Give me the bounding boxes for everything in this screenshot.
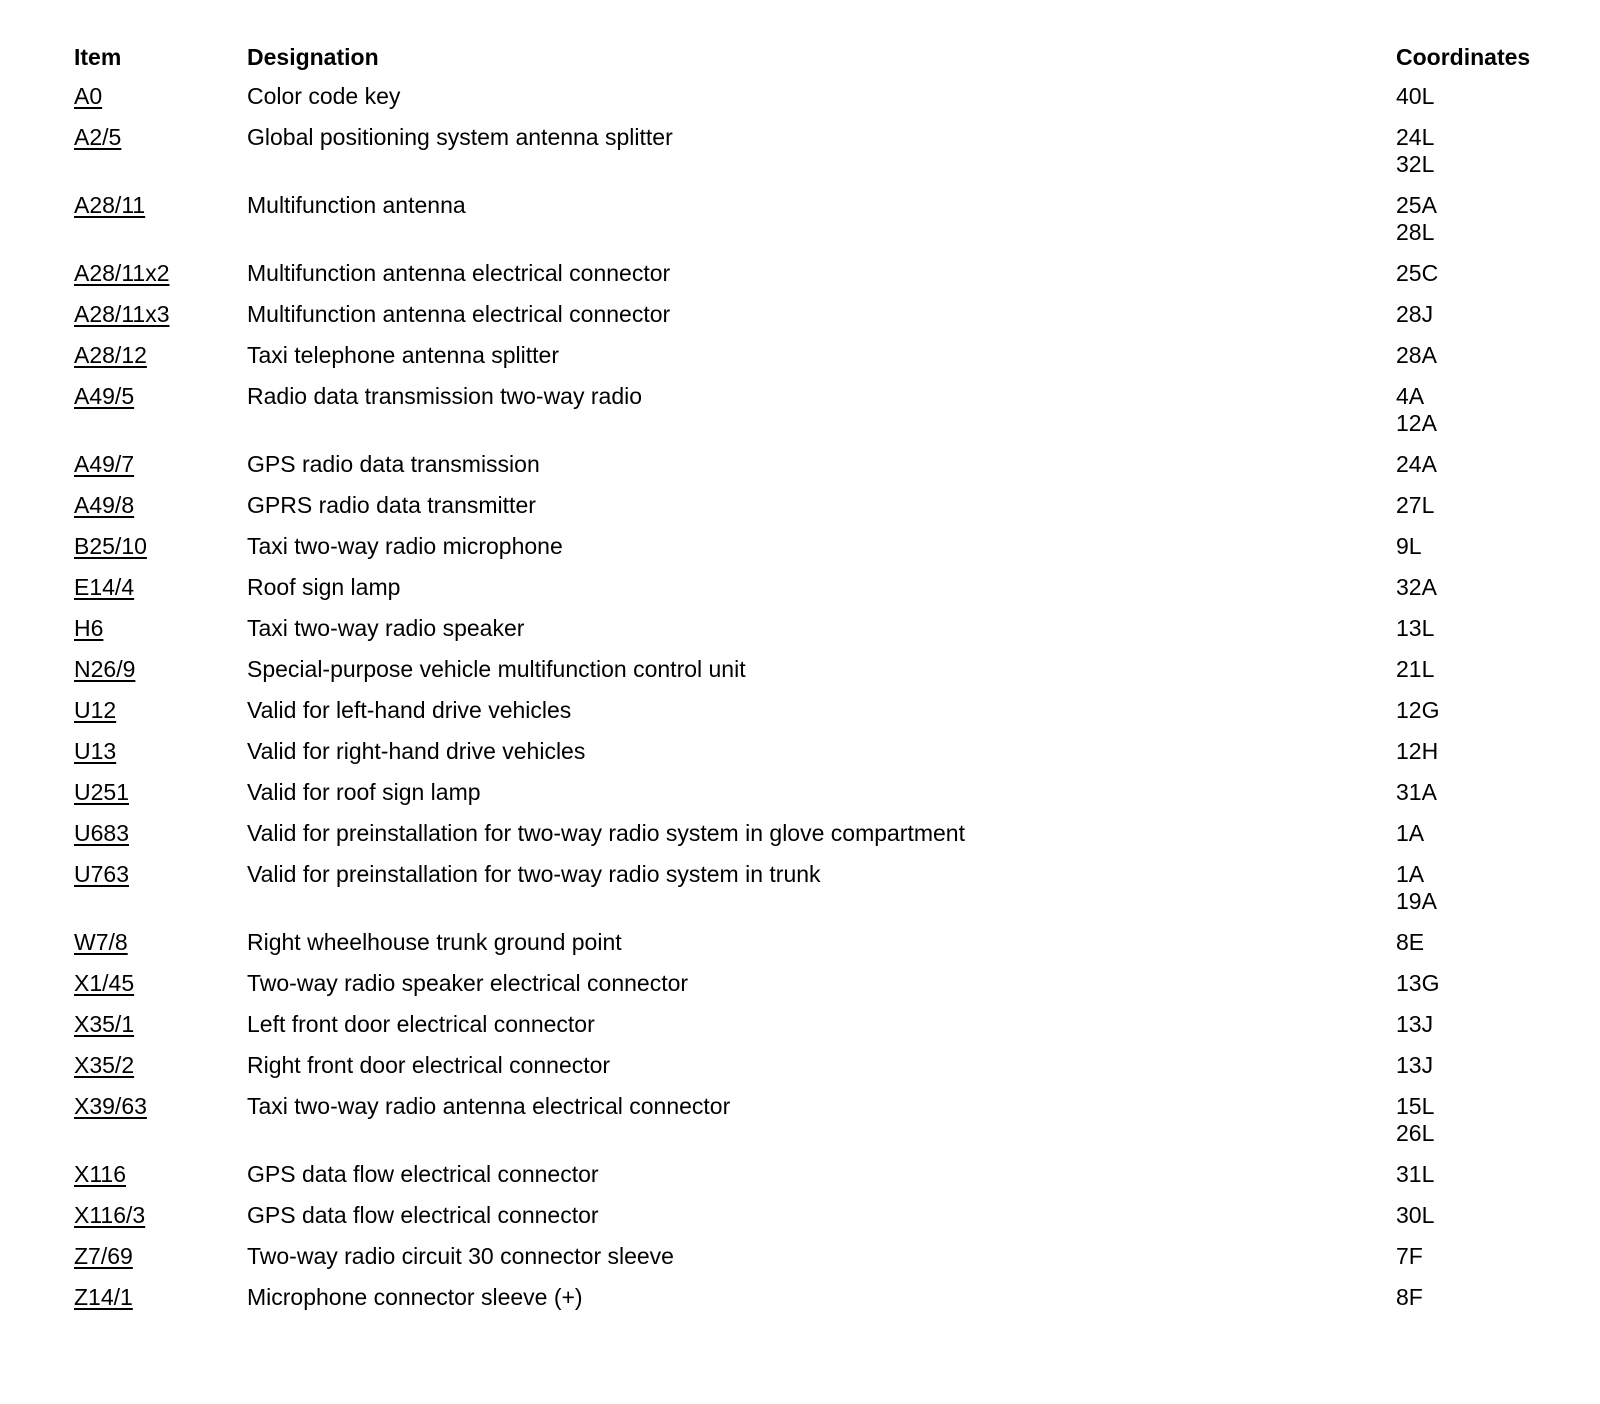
coordinates-cell: [1396, 1202, 1574, 1243]
item-cell: [74, 83, 247, 124]
table-row: [74, 697, 1574, 738]
coordinate-value: 32A: [1396, 574, 1437, 600]
table-row: [74, 861, 1574, 929]
coordinates-cell: [1396, 656, 1574, 697]
item-link[interactable]: U763: [74, 861, 129, 887]
item-cell: [74, 260, 247, 301]
item-cell: [74, 697, 247, 738]
designation-cell: Microphone connector sleeve (+): [247, 1284, 583, 1310]
coordinates-cell: [1396, 451, 1574, 492]
table-row: [74, 574, 1574, 615]
coordinates-cell: [1396, 929, 1574, 970]
table-row: [74, 301, 1574, 342]
designation-cell: Valid for roof sign lamp: [247, 779, 481, 805]
item-link[interactable]: Z7/69: [74, 1243, 133, 1269]
coordinate-value: 8E: [1396, 929, 1425, 955]
coordinate-value: 19A: [1396, 888, 1437, 914]
item-link[interactable]: A49/7: [74, 451, 135, 477]
coordinates-cell: [1396, 492, 1574, 533]
designation-cell: Taxi two-way radio antenna electrical connector: [247, 1093, 731, 1119]
header-item: Item: [74, 44, 122, 70]
header-coordinates: Coordinates: [1396, 44, 1531, 70]
coordinate-value: 32L: [1396, 151, 1435, 177]
coordinates-cell: [1396, 1284, 1574, 1325]
coordinates-cell: [1396, 697, 1574, 738]
coordinates-cell: [1396, 301, 1574, 342]
table-row: [74, 1011, 1574, 1052]
header-designation: Designation: [247, 44, 379, 70]
designation-cell: Taxi telephone antenna splitter: [247, 342, 559, 368]
coordinate-value: 28A: [1396, 342, 1437, 368]
table-row: [74, 124, 1574, 192]
table-row: [74, 929, 1574, 970]
table-row: [74, 820, 1574, 861]
coordinate-value: 8F: [1396, 1284, 1423, 1310]
table-row: [74, 342, 1574, 383]
coordinate-value: 30L: [1396, 1202, 1435, 1228]
coordinate-value: 9L: [1396, 533, 1422, 559]
designation-cell: Valid for left-hand drive vehicles: [247, 697, 572, 723]
item-cell: [74, 970, 247, 1011]
designation-cell: Taxi two-way radio speaker: [247, 615, 525, 641]
item-cell: [74, 1093, 247, 1161]
coordinate-value: 24A: [1396, 451, 1437, 477]
coordinate-value: 25C: [1396, 260, 1439, 286]
item-cell: [74, 301, 247, 342]
table-row: [74, 383, 1574, 451]
designation-cell: GPS data flow electrical connector: [247, 1202, 599, 1228]
designation-cell: Multifunction antenna electrical connector: [247, 301, 671, 327]
table-row: [74, 533, 1574, 574]
coordinate-value: 12H: [1396, 738, 1439, 764]
item-cell: [74, 1243, 247, 1284]
table-row: [74, 615, 1574, 656]
table-row: [74, 1052, 1574, 1093]
designation-cell: Right front door electrical connector: [247, 1052, 611, 1078]
coordinate-value: 4A: [1396, 383, 1425, 409]
coordinates-cell: [1396, 615, 1574, 656]
coordinates-cell: [1396, 1052, 1574, 1093]
item-cell: [74, 1284, 247, 1325]
coordinate-value: 7F: [1396, 1243, 1423, 1269]
designation-cell: Two-way radio speaker electrical connector: [247, 970, 689, 996]
item-link[interactable]: U12: [74, 697, 117, 723]
item-cell: [74, 929, 247, 970]
coordinates-cell: [1396, 383, 1574, 451]
coordinate-value: 31L: [1396, 1161, 1435, 1187]
coordinates-cell: [1396, 1093, 1574, 1161]
designation-cell: GPS radio data transmission: [247, 451, 540, 477]
designation-cell: GPRS radio data transmitter: [247, 492, 536, 518]
item-cell: [74, 342, 247, 383]
item-cell: [74, 1161, 247, 1202]
item-link[interactable]: Z14/1: [74, 1284, 133, 1310]
item-cell: [74, 192, 247, 260]
coordinates-cell: [1396, 342, 1574, 383]
item-link[interactable]: U13: [74, 738, 117, 764]
table-row: [74, 1243, 1574, 1284]
coordinate-value: 13G: [1396, 970, 1440, 996]
item-cell: [74, 1052, 247, 1093]
coordinates-cell: [1396, 970, 1574, 1011]
coordinates-cell: [1396, 1161, 1574, 1202]
coordinate-value: 28J: [1396, 301, 1434, 327]
item-link[interactable]: H6: [74, 615, 104, 641]
coordinates-cell: [1396, 192, 1574, 260]
item-link[interactable]: A2/5: [74, 124, 122, 150]
item-link[interactable]: X35/1: [74, 1011, 135, 1037]
table-row: [74, 738, 1574, 779]
item-link[interactable]: N26/9: [74, 656, 136, 682]
designation-cell: Valid for preinstallation for two-way radio system in glove compartment: [247, 820, 965, 846]
designation-cell: Roof sign lamp: [247, 574, 401, 600]
item-cell: [74, 451, 247, 492]
item-cell: [74, 861, 247, 929]
coordinates-cell: [1396, 83, 1574, 124]
coordinate-value: 40L: [1396, 83, 1435, 109]
table-row: [74, 656, 1574, 697]
coordinate-value: 1A: [1396, 820, 1425, 846]
coordinates-cell: [1396, 1243, 1574, 1284]
designation-cell: Global positioning system antenna splitter: [247, 124, 673, 150]
item-link[interactable]: A49/8: [74, 492, 135, 518]
designation-cell: Color code key: [247, 83, 401, 109]
item-link[interactable]: X39/63: [74, 1093, 147, 1119]
coordinate-value: 21L: [1396, 656, 1435, 682]
designation-cell: GPS data flow electrical connector: [247, 1161, 599, 1187]
table-row: [74, 1093, 1574, 1161]
designation-cell: Right wheelhouse trunk ground point: [247, 929, 622, 955]
item-cell: [74, 383, 247, 451]
coordinates-cell: [1396, 1011, 1574, 1052]
coordinates-cell: [1396, 779, 1574, 820]
item-cell: [74, 574, 247, 615]
item-link[interactable]: A28/12: [74, 342, 147, 368]
item-cell: [74, 124, 247, 192]
item-link[interactable]: X116/3: [74, 1202, 146, 1228]
coordinates-cell: [1396, 533, 1574, 574]
coordinate-value: 12A: [1396, 410, 1437, 436]
coordinate-value: 25A: [1396, 192, 1437, 218]
component-legend-table: [74, 44, 1574, 1325]
designation-cell: Valid for right-hand drive vehicles: [247, 738, 586, 764]
table-row: [74, 1161, 1574, 1202]
item-link[interactable]: U251: [74, 779, 129, 805]
table-row: [74, 779, 1574, 820]
coordinate-value: 28L: [1396, 219, 1435, 245]
item-link[interactable]: W7/8: [74, 929, 128, 955]
item-cell: [74, 492, 247, 533]
table-row: [74, 83, 1574, 124]
coordinate-value: 24L: [1396, 124, 1435, 150]
table-row: [74, 492, 1574, 533]
coordinate-value: 13L: [1396, 615, 1435, 641]
item-cell: [74, 779, 247, 820]
item-link[interactable]: A28/11: [74, 192, 146, 218]
designation-cell: Two-way radio circuit 30 connector sleeve: [247, 1243, 674, 1269]
item-cell: [74, 1011, 247, 1052]
item-link[interactable]: E14/4: [74, 574, 135, 600]
item-cell: [74, 615, 247, 656]
item-link[interactable]: A49/5: [74, 383, 135, 409]
coordinates-cell: [1396, 124, 1574, 192]
coordinate-value: 26L: [1396, 1120, 1435, 1146]
designation-cell: Multifunction antenna: [247, 192, 466, 218]
table-row: [74, 451, 1574, 492]
coordinate-value: 15L: [1396, 1093, 1435, 1119]
item-cell: [74, 533, 247, 574]
item-cell: [74, 1202, 247, 1243]
table-row: [74, 970, 1574, 1011]
table-row: [74, 1202, 1574, 1243]
coordinates-cell: [1396, 260, 1574, 301]
legend-body: [74, 83, 1574, 1325]
designation-cell: Multifunction antenna electrical connector: [247, 260, 671, 286]
item-link[interactable]: X1/45: [74, 970, 135, 996]
item-link[interactable]: U683: [74, 820, 129, 846]
coordinates-cell: [1396, 861, 1574, 929]
item-link[interactable]: B25/10: [74, 533, 147, 559]
designation-cell: Valid for preinstallation for two-way radio system in trunk: [247, 861, 821, 887]
coordinate-value: 27L: [1396, 492, 1435, 518]
coordinates-cell: [1396, 574, 1574, 615]
coordinates-cell: [1396, 738, 1574, 779]
item-cell: [74, 820, 247, 861]
coordinate-value: 12G: [1396, 697, 1440, 723]
designation-cell: Special-purpose vehicle multifunction control unit: [247, 656, 746, 682]
coordinates-cell: [1396, 820, 1574, 861]
item-cell: [74, 656, 247, 697]
designation-cell: Left front door electrical connector: [247, 1011, 595, 1037]
item-link[interactable]: X35/2: [74, 1052, 135, 1078]
designation-cell: Taxi two-way radio microphone: [247, 533, 563, 559]
coordinate-value: 1A: [1396, 861, 1425, 887]
coordinate-value: 13J: [1396, 1011, 1434, 1037]
item-link[interactable]: A28/11x3: [74, 301, 170, 327]
item-link[interactable]: A28/11x2: [74, 260, 170, 286]
table-row: [74, 260, 1574, 301]
item-link[interactable]: A0: [74, 83, 103, 109]
item-cell: [74, 738, 247, 779]
coordinate-value: 13J: [1396, 1052, 1434, 1078]
table-row: [74, 192, 1574, 260]
header-row: [74, 44, 1574, 83]
designation-cell: Radio data transmission two-way radio: [247, 383, 643, 409]
coordinate-value: 31A: [1396, 779, 1437, 805]
item-link[interactable]: X116: [74, 1161, 127, 1187]
table-row: [74, 1284, 1574, 1325]
